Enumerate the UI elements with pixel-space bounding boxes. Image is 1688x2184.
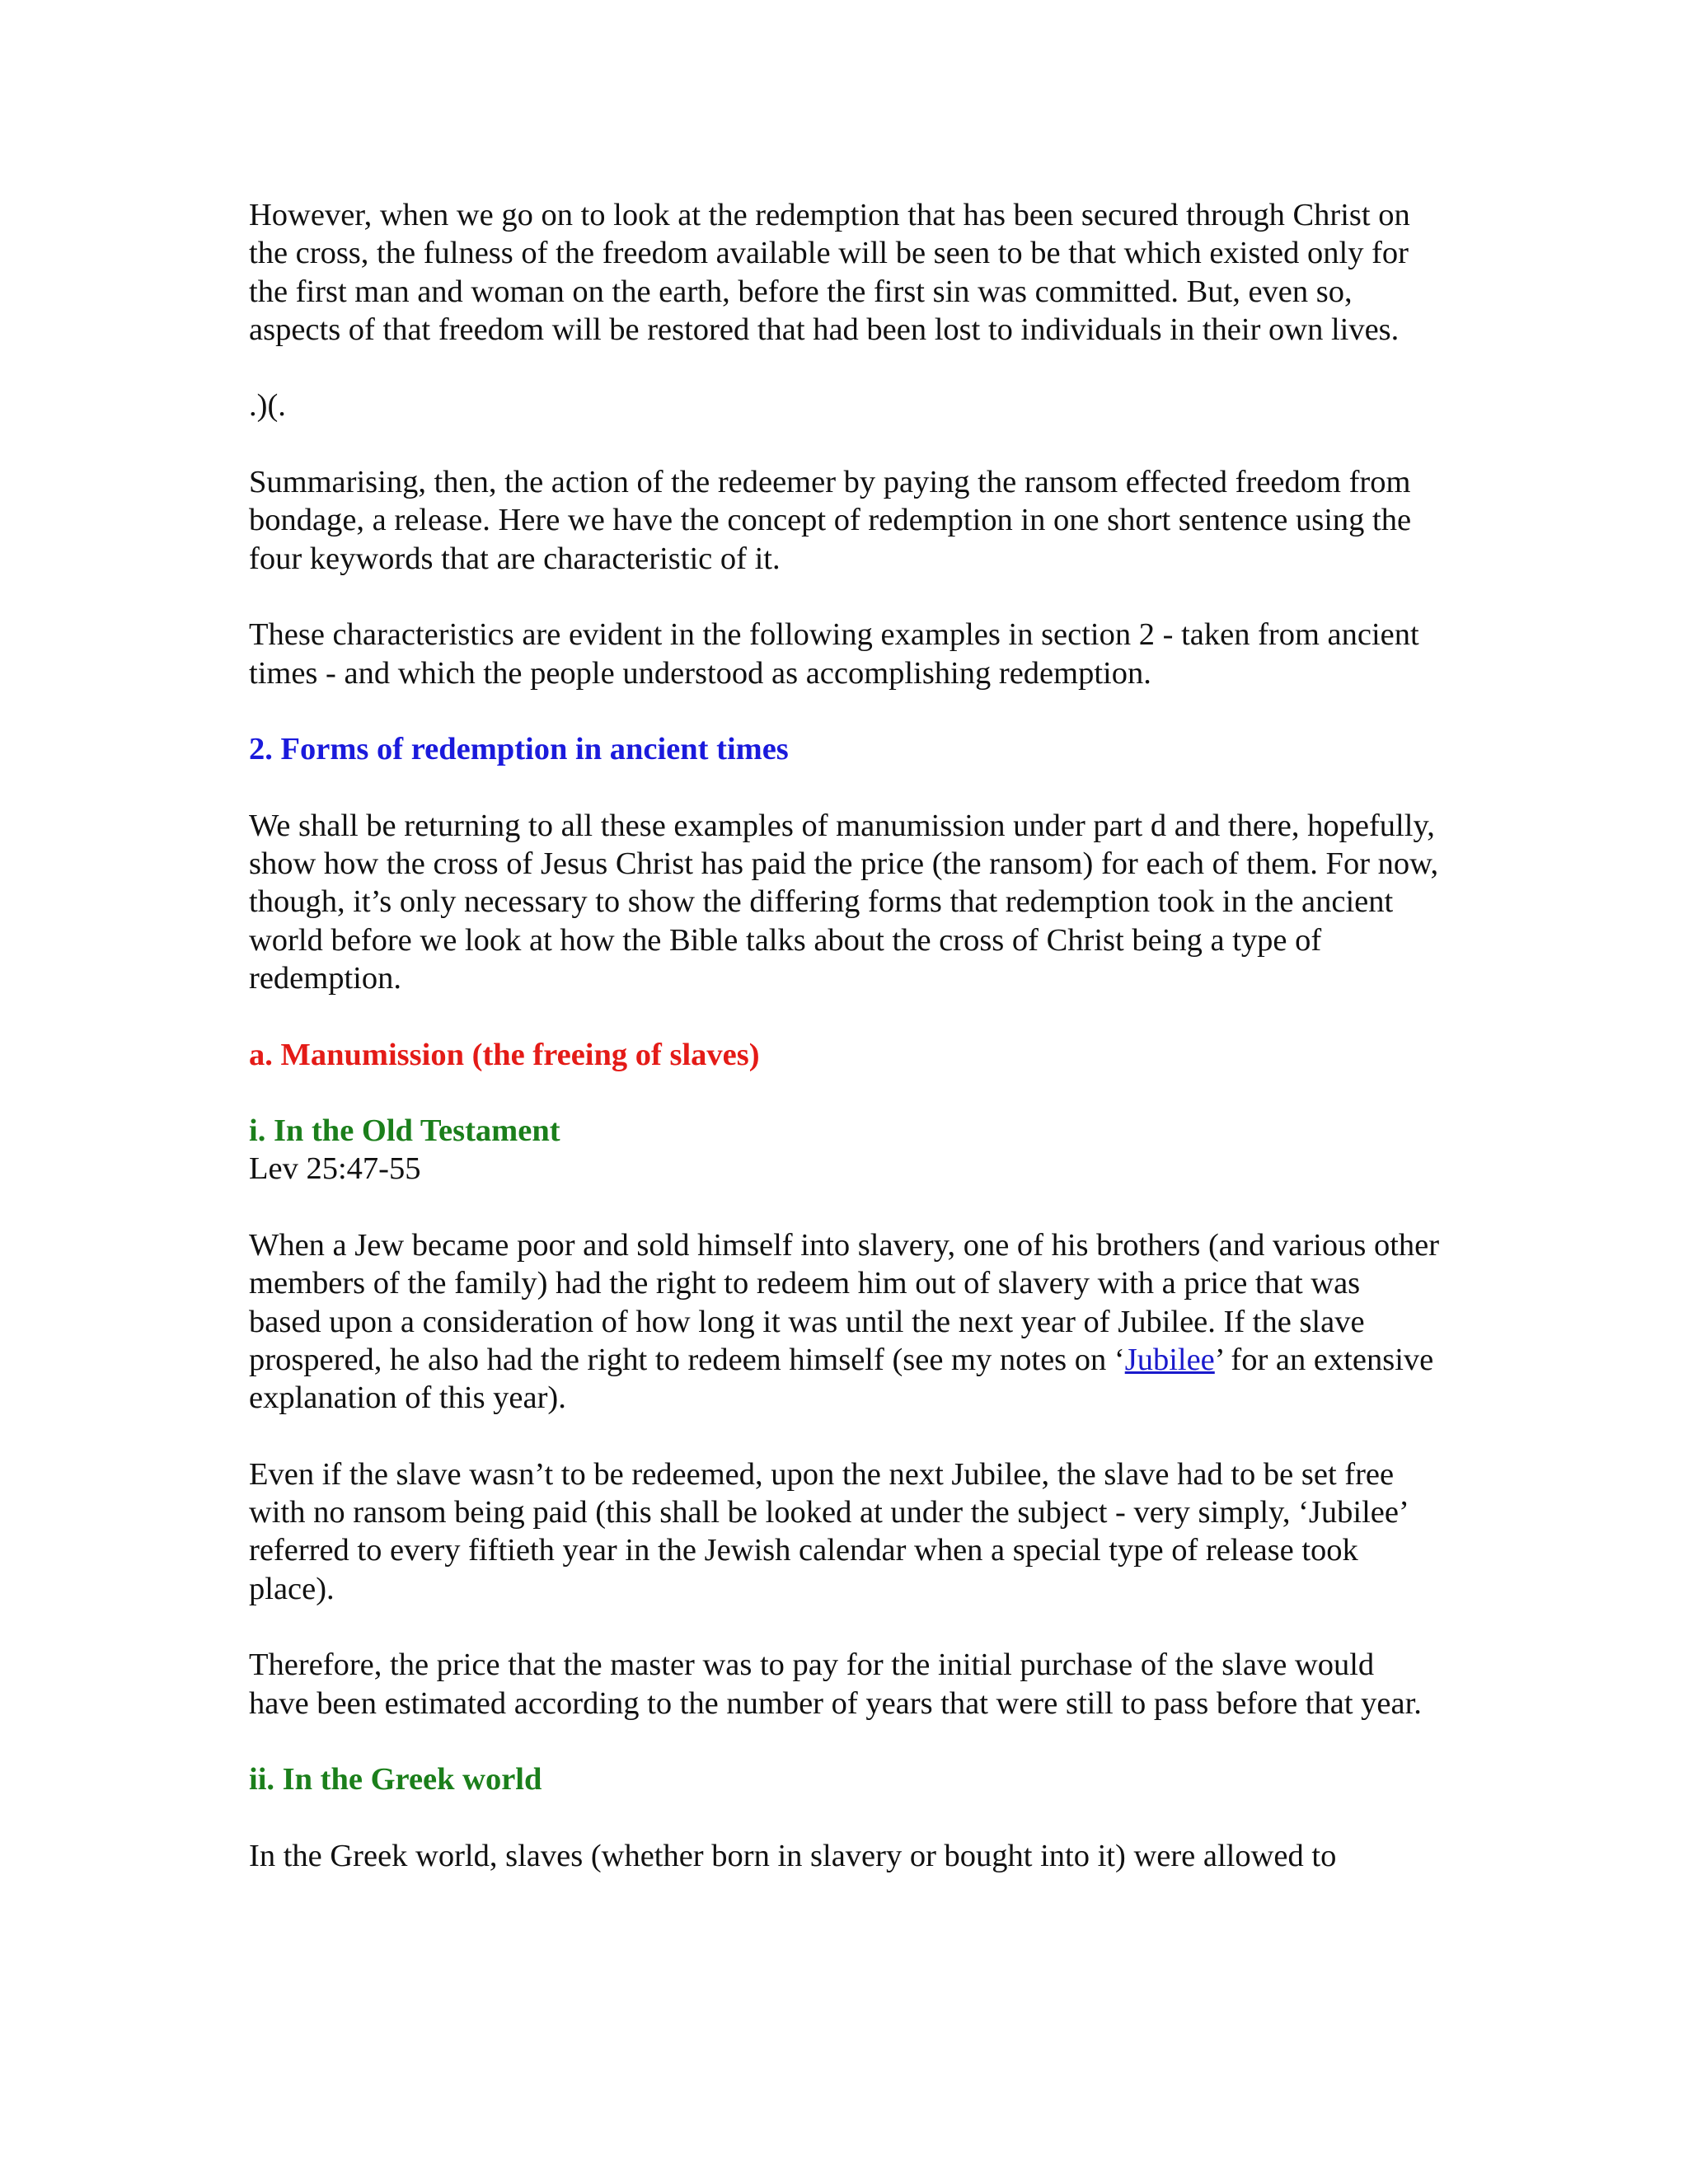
paragraph-summary: Summarising, then, the action of the redeemer by paying the ransom effected freedom from bondage, a release. Here we have the concept of redemption in one short sentence using the four keywords that are characteristic of it. — [249, 465, 1412, 576]
paragraph-characteristics: These characteristics are evident in the following examples in section 2 - taken from ancient times - and which the people understood as accomplishing redemption. — [249, 617, 1419, 691]
heading-greek-world: ii. In the Greek world — [249, 1762, 542, 1797]
paragraph-text-before-link: When a Jew became poor and sold himself into slavery, one of his brothers (and various other members of the family) had the right to redeem him out of slavery with a price that was based upon a consideration of how long it was until the next year of Jubilee. If the slave prospered, he also had the right to redeem himself (see my notes on ‘ — [249, 1228, 1440, 1377]
scripture-reference: Lev 25:47-55 — [249, 1151, 421, 1187]
paragraph-slave-price: Therefore, the price that the master was to pay for the initial purchase of the slave would have been estimated according to the number of years that were still to pass before that year. — [249, 1647, 1422, 1721]
section-separator: .)(. — [249, 388, 286, 424]
paragraph-jew-slavery — [249, 1226, 1440, 1417]
paragraph-text-after-link: ’ for an extensive explanation of this year). — [249, 1342, 1434, 1416]
document-page — [249, 196, 1440, 1913]
heading-old-testament: i. In the Old Testament — [249, 1113, 560, 1149]
section-heading-forms-of-redemption: 2. Forms of redemption in ancient times — [249, 732, 789, 767]
paragraph-jubilee-release: Even if the slave wasn’t to be redeemed, upon the next Jubilee, the slave had to be set free with no ransom being paid (this shall be looked at under the subject - very simply, ‘Jubilee’ referred to every fiftieth year in the Jewish calendar when a special type of release took place). — [249, 1456, 1407, 1606]
paragraph-freedom-restored: However, when we go on to look at the redemption that has been secured through Christ on the cross, the fulness of the freedom available will be seen to be that which existed only for the first man and woman on the earth, before the first sin was committed. But, even so, aspects of that freedom will be restored that had been lost to individuals in their own lives. — [249, 198, 1410, 347]
jubilee-link[interactable]: Jubilee — [1124, 1342, 1215, 1377]
paragraph-manumission-intro: We shall be returning to all these examples of manumission under part d and there, hopefully, show how the cross of Jesus Christ has paid the price (the ransom) for each of them. For now, though, it’s only necessary to show the differing forms that redemption took in the ancient world before we look at how the Bible talks about the cross of Christ being a type of redemption. — [249, 808, 1439, 996]
paragraph-greek-slaves: In the Greek world, slaves (whether born in slavery or bought into it) were allowed to — [249, 1838, 1337, 1873]
subsection-heading-manumission: a. Manumission (the freeing of slaves) — [249, 1037, 760, 1072]
